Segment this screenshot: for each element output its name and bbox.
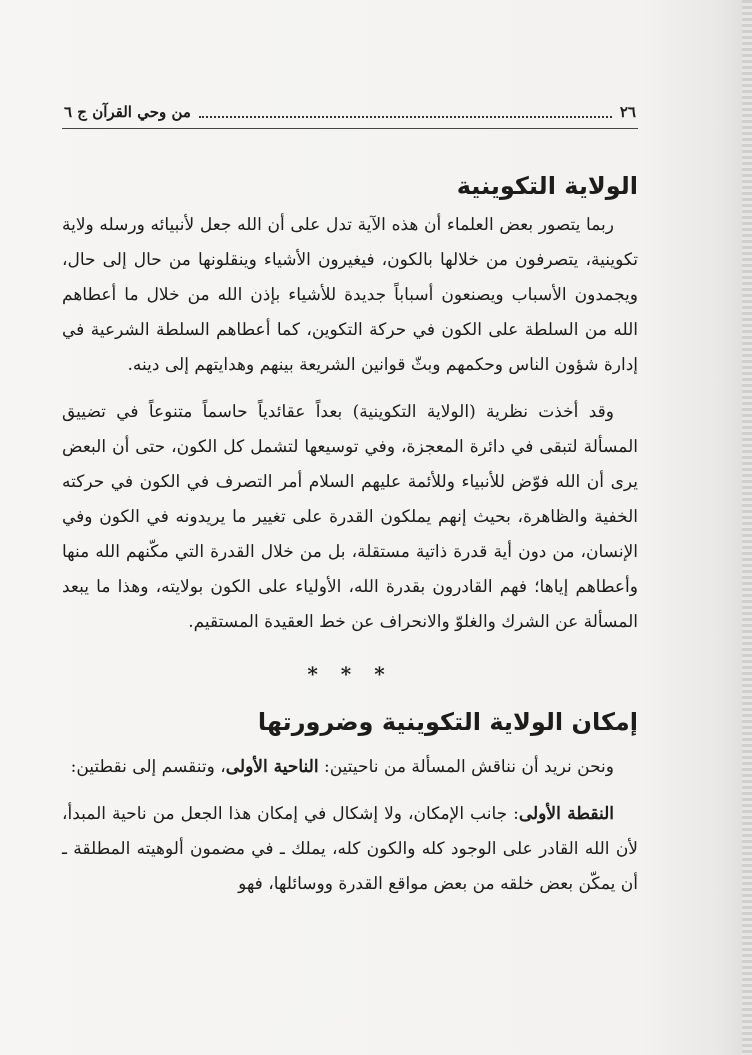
point-one-text: : جانب الإمكان، ولا إشكال في إمكان هذا الجعل من ناحية المبدأ، لأن الله القادر على الوجود كله والكون كله، يملك ـ في مضمون ألوهيته المطلقة ـ أن يمكّن بعض خلقه من بعض مواقع القدرة ووسائلها، فهو [62,804,638,894]
intro-text-after: ، وتنقسم إلى نقطتين: [70,757,226,777]
book-spine-edge [742,0,752,1055]
intro-bold-term: الناحية الأولى [225,757,319,777]
paragraph: وقد أخذت نظرية (الولاية التكوينية) بعداً عقائدياً حاسماً متنوعاً في تضييق المسألة لتبقى في دائرة المعجزة، وفي توسيعها لتشمل كل الكون، حتى أن البعض يرى أن الله فوّض للأنبياء وللأئمة عليهم السلام أمر التصرف في الكون في حركته الخفية والظاهرة، بحيث إنهم يملكون القدرة على تغيير ما يريدونه في الكون وفي الإنسان، من دون أية قدرة ذاتية مستقلة، بل من خلال القدرة التي مكّنهم الله منها وأعطاهم إياها؛ فهم القادرون بقدرة الله، الأولياء على الكون بولايته، وهذا ما يبعد المسألة عن الشرك والغلوّ والانحراف عن خط العقيدة المستقيم. [62,402,638,632]
point-one-label: النقطة الأولى [518,804,614,824]
intro-text-before: ونحن نريد أن نناقش المسألة من ناحيتين: [318,757,614,777]
section-separator: * * * [307,662,393,686]
section-heading-possibility: إمكان الولاية التكوينية وضرورتها [257,708,638,736]
header-rule [62,128,638,129]
header-dot-leader [199,106,612,118]
page-number: ٢٦ [619,103,636,121]
paragraph: ربما يتصور بعض العلماء أن هذه الآية تدل على أن الله جعل لأنبيائه ورسله ولاية تكوينية، يتصرفون من خلالها بالكون، فيغيرون الأشياء وينقلونها من حال إلى حال، ويجمدون الأسباب ويصنعون أسباباً جديدة للأشياء بإذن الله من خلال ما أعطاهم الله من السلطة على الكون في حركة التكوين، كما أعطاهم السلطة الشرعية في إدارة شؤون الناس وحكمهم وبثّ قوانين الشريعة بينهم وهدايتهم إلى دينه. [62,215,638,375]
running-header [64,100,636,124]
section-heading-wilaya: الولاية التكوينية [456,172,638,200]
paragraph-point-one [62,797,638,902]
page-body [62,164,638,902]
paragraph-intro [62,750,638,785]
book-title: من وحي القرآن ج ٦ [64,103,191,121]
